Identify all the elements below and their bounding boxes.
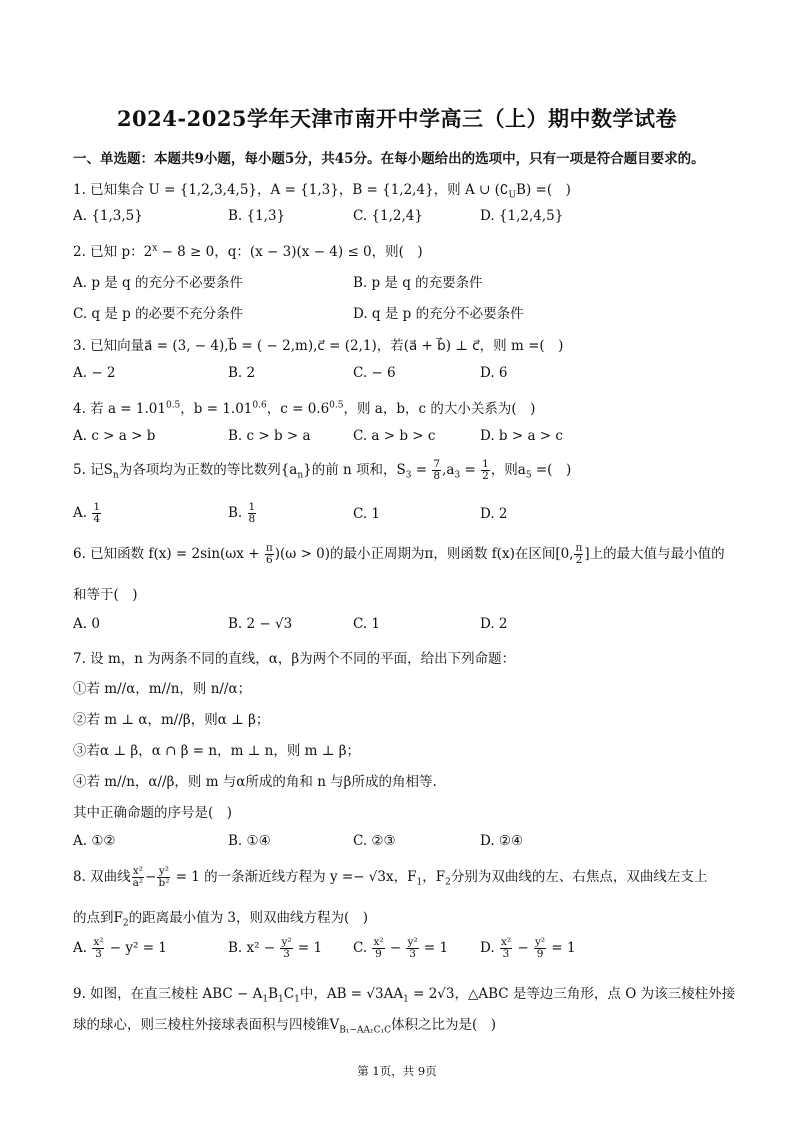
question-1-option-c: C. {1,2,4} <box>353 208 423 224</box>
question-8-stem: 8. 双曲线 $\frac{\text{x²}}{\text{a²}}$ − $\frac{\text{y²}}{\text{b²}}$ = 1 的一条渐近线方程为 y =− √3x，$F_1$，$F_2$分别为双曲线的左、右焦点，双曲线左支上 <box>73 865 708 889</box>
question-1-stem: 1. 已知集合 U = {1,2,3,4,5}，A = {1,3}，B = {1,2,4}，则 A ∪ $(∁_UB)$ =( ) <box>73 182 571 201</box>
question-4-option-c: C. a > b > c <box>353 428 436 444</box>
question-7-prop-4: ④若 m//n，α//β，则 m 与α所成的角和 n 与β所成的角相等. <box>73 774 437 790</box>
question-2-option-d: D. q 是 p 的充分不必要条件 <box>353 306 524 322</box>
question-6-option-a: A. 0 <box>73 616 100 632</box>
question-7-option-b: B. ①④ <box>228 833 271 849</box>
question-4-option-a: A. c > a > b <box>73 428 156 444</box>
question-9-stem-line2: 球的球心，则三棱柱外接球表面积与四棱锥$V_{B_1-AA_1C_1C}$体积之比为是( ) <box>73 1017 497 1036</box>
question-7-option-c: C. ②③ <box>353 833 396 849</box>
fraction: $\frac{7}{8}$ <box>433 458 441 482</box>
exam-title: 2024-2025学年天津市南开中学高三（上）期中数学试卷 <box>116 106 678 131</box>
question-8-option-b: B. x² − $\frac{\text{y²}}{3}$ = 1 <box>228 936 323 960</box>
question-7-option-d: D. ②④ <box>480 833 524 849</box>
question-5-option-b: B. $\frac{1}{8}$ <box>228 501 256 525</box>
question-7-prop-2: ②若 m ⊥ α，m//β，则α ⊥ β； <box>73 712 270 728</box>
question-2-stem: 2. 已知 p：$2^x - 8 \ge 0$，q：(x − 3)(x − 4) ≤ 0，则( ) <box>73 243 423 260</box>
question-7-prop-3: ③若α ⊥ β，α ∩ β = n，m ⊥ n，则 m ⊥ β； <box>73 743 361 759</box>
question-8-option-a: A. $\frac{\text{x²}}{3}$ − y² = 1 <box>73 936 167 960</box>
question-8-option-d: D. $\frac{\text{x²}}{3}$ − $\frac{\text{y²}}{9}$ = 1 <box>480 936 576 960</box>
question-5-option-a: A. $\frac{1}{4}$ <box>73 501 101 525</box>
question-5-option-c: C. 1 <box>353 506 381 522</box>
question-2-option-a: A. p 是 q 的充分不必要条件 <box>73 275 243 291</box>
question-6-stem: 6. 已知函数 f(x) = 2sin(ωx + $\frac{\pi}{6}$ )(ω > 0)的最小正周期为π，则函数 f(x)在区间[0, $\frac{\pi}{2}$ ]上的最大值与最小值的 <box>73 542 725 566</box>
question-7-option-a: A. ①② <box>73 833 116 849</box>
question-3-option-b: B. 2 <box>228 365 256 381</box>
question-7-ask: 其中正确命题的序号是( ) <box>73 805 233 821</box>
question-7-prop-1: ①若 m//α，m//n，则 n//α； <box>73 681 252 697</box>
question-7-stem: 7. 设 m，n 为两条不同的直线，α，β为两个不同的平面，给出下列命题： <box>73 651 516 667</box>
question-6-option-d: D. 2 <box>480 616 508 632</box>
question-2-option-c: C. q 是 p 的必要不充分条件 <box>73 306 244 322</box>
section-heading: 一、单选题：本题共9小题，每小题5分，共45分。在每小题给出的选项中，只有一项是符合题目要求的。 <box>73 151 705 167</box>
question-1-option-b: B. {1,3} <box>228 208 286 224</box>
question-2-option-b: B. p 是 q 的充要条件 <box>353 275 483 291</box>
question-5-stem: 5. 记$S_n$为各项均为正数的等比数列$\{a_n\}$的前 n 项和，$S_3$ = $\frac{7}{8}$ $,a_3$ = $\frac{1}{2}$ ，则$a_5$ =( ) <box>73 458 572 482</box>
question-6-stem-line2: 和等于( ) <box>73 587 138 603</box>
question-9-stem: 9. 如图，在直三棱柱 ABC − $A_1B_1C_1$中，AB = $√3AA_1 = 2√3$，△ABC 是等边三角形，点 O 为该三棱柱外接 <box>73 986 736 1005</box>
question-3-option-a: A. − 2 <box>73 365 116 381</box>
question-8-option-c: C. $\frac{\text{x²}}{9}$ − $\frac{\text{y²}}{3}$ = 1 <box>353 936 449 960</box>
question-8-stem-line2: 的点到$F_2$的距离最小值为 3，则双曲线方程为( ) <box>73 910 369 929</box>
question-3-option-c: C. − 6 <box>353 365 396 381</box>
question-6-option-b: B. 2 − √3 <box>228 616 293 632</box>
question-4-option-d: D. b > a > c <box>480 428 563 444</box>
question-3-stem: 3. 已知向量a⃗ = (3, − 4),b⃗ = ( − 2,m),c⃗ = (2,1)，若(a⃗ + b⃗) ⊥ c⃗，则 m =( ) <box>73 338 564 354</box>
question-6-option-c: C. 1 <box>353 616 381 632</box>
page-footer: 第 1页，共 9页 <box>357 1064 437 1078</box>
question-4-option-b: B. c > b > a <box>228 428 311 444</box>
question-5-option-d: D. 2 <box>480 506 508 522</box>
question-4-stem: 4. 若 $a = 1.01^{0.5}$，$b = 1.01^{0.6}$，$c = 0.6^{0.5}$，则 a，b，c 的大小关系为( ) <box>73 400 536 417</box>
question-3-option-d: D. 6 <box>480 365 508 381</box>
question-1-option-a: A. {1,3,5} <box>73 208 143 224</box>
fraction: $\frac{1}{2}$ <box>482 458 489 482</box>
question-1-option-d: D. {1,2,4,5} <box>480 208 564 224</box>
